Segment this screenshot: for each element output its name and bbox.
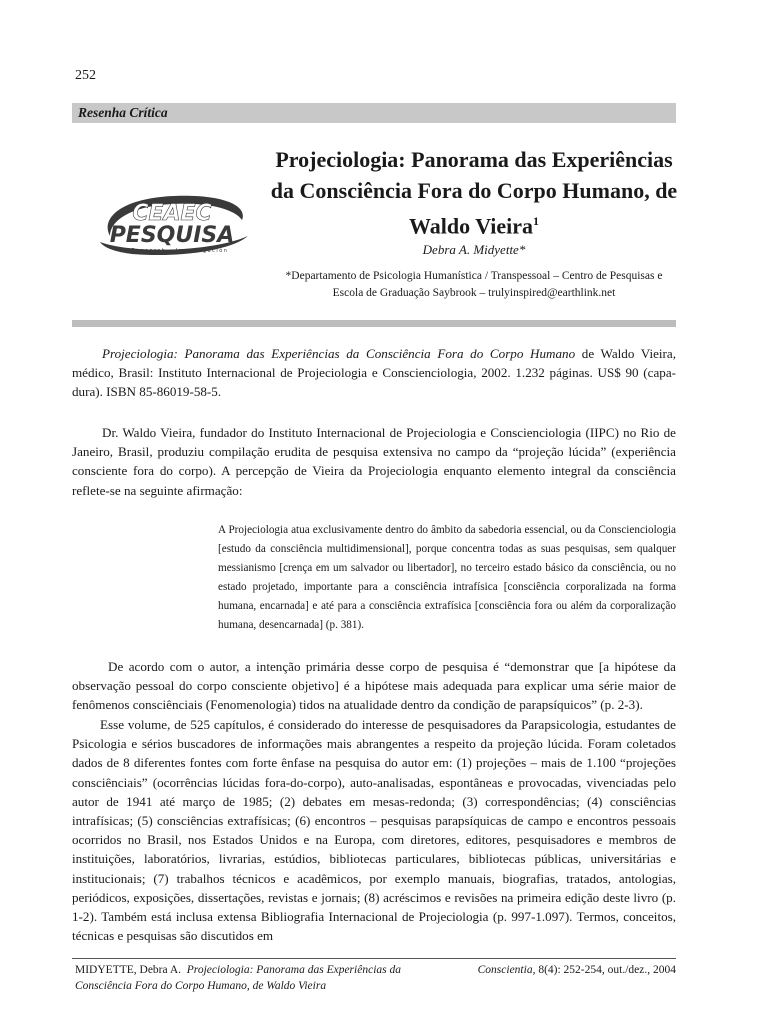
author-affiliation: *Departamento de Psicologia Humanística / Transpessoal – Centro de Pesquisas e Escola de Graduação Saybrook – trulyinspired@earthlink.net bbox=[285, 270, 663, 299]
page-number: 252 bbox=[75, 68, 96, 83]
footer-divider bbox=[72, 958, 676, 959]
footer-journal-name: Conscientia bbox=[477, 964, 533, 976]
book-citation bbox=[72, 344, 676, 402]
block-quote: A Projeciologia atua exclusivamente dentro do âmbito da sabedoria essencial, ou da Conscienciologia [estudo da consciência multidimensional], porque concentra todas as suas pesquisas, sem qualquer messianismo [crença em um salvador ou libertador], no terceiro estado básico da consciência, ou no estado projetado, importante para a consciência intrafísica [consciência corporalizada na forma humana, encarnada] e até para a consciência extrafísica [consciência fora ou além da corporalização humana, desencarnada] (p. 381). bbox=[218, 524, 676, 631]
title-footnote-marker: 1 bbox=[533, 214, 540, 228]
body-paragraph-3: Esse volume, de 525 capítulos, é considerado do interesse de pesquisadores da Parapsicologia, estudantes de Psicologia e sérios buscadores de informações mais abrangentes a respeito da projeção lúcida. Foram coletados dados de 8 diferentes fontes com forte ênfase na pesquisa do autor em: (1) projeções – mais de 1.100 “projeções consciênciais” (ocorrências lúcidas fora-do-corpo), auto-analisadas, espontâneas e provocadas, vivenciadas pelo autor de 1941 até março de 1985; (2) debates em mesas-redonda; (3) correspondências; (4) consciências intrafísicas; (5) consciências extrafísicas; (6) encontros – pesquisas parapsíquicas de campo e encontros pessoais ocorridos no Brasil, nos Estados Unidos e na Europa, com diretores, editores, pesquisadores e membros de instituições, laboratórios, livrarias, estúdios, bibliotecas particulares, bibliotecas públicas, universitárias e institucionais; (7) trabalhos técnicos e acadêmicos, por exemplo manuais, biografias, tratados, antologias, periódicos, exposições, dissertações, revistas e jornais; (8) acréscimos e revisões na primeira edição deste livro (p. 1-2). Também está inclusa extensa Bibliografia Internacional de Projeciologia (p. 997-1.097). Termos, conceitos, técnicas e pesquisas são discutidos em bbox=[72, 717, 676, 944]
footer-journal bbox=[478, 962, 676, 978]
footer-article-title: Projeciologia: Panorama das Experiências da Consciência Fora do Corpo Humano, de Waldo Vieira bbox=[75, 964, 401, 992]
svg-text:Research · Investigación: Research · Investigación bbox=[131, 248, 229, 254]
book-title: Projeciologia: Panorama das Experiências da Consciência Fora do Corpo Humano bbox=[102, 346, 576, 361]
footer-volume-issue: , 8(4): 252-254, out./dez., 2004 bbox=[532, 964, 676, 976]
footer-author: MIDYETTE, Debra A. bbox=[75, 964, 182, 976]
header-divider bbox=[72, 320, 676, 327]
svg-text:CEAEC: CEAEC bbox=[132, 201, 212, 226]
article-title bbox=[270, 144, 678, 241]
section-header: Resenha Crítica bbox=[72, 103, 676, 123]
svg-text:PESQUISA: PESQUISA bbox=[109, 223, 235, 248]
body-paragraph-1: Dr. Waldo Vieira, fundador do Instituto Internacional de Projeciologia e Conscienciologia (IIPC) no Rio de Janeiro, Brasil, produziu compilação erudita de pesquisa extensiva no campo da “projeção lúcida” (experiência consciente fora do corpo). A percepção de Vieira da Projeciologia enquanto elemento integral da consciência reflete-se na seguinte afirmação: bbox=[72, 425, 676, 498]
footer-reference bbox=[75, 962, 455, 994]
ceaec-pesquisa-logo bbox=[92, 192, 252, 258]
title-text: Projeciologia: Panorama das Experiências da Consciência Fora do Corpo Humano, de Waldo Vieira bbox=[270, 147, 678, 239]
book-details: de Waldo Vieira, médico, Brasil: Instituto Internacional de Projeciologia e Conscienciologia, 2002. 1.232 páginas. US$ 90 (capa-dura). ISBN 85-86019-58-5. bbox=[72, 346, 676, 400]
author-name: Debra A. Midyette* bbox=[422, 242, 526, 257]
body-paragraph-2: De acordo com o autor, a intenção primária desse corpo de pesquisa é “demonstrar que [a hipótese da observação pessoal do corpo consciente objetivo] é a hipótese mais adequada para explicar uma série maior de fenômenos consciênciais (Fenomenologia) tidos na atualidade dentro da condição de parapsíquicos” (p. 2-3). bbox=[72, 659, 676, 713]
